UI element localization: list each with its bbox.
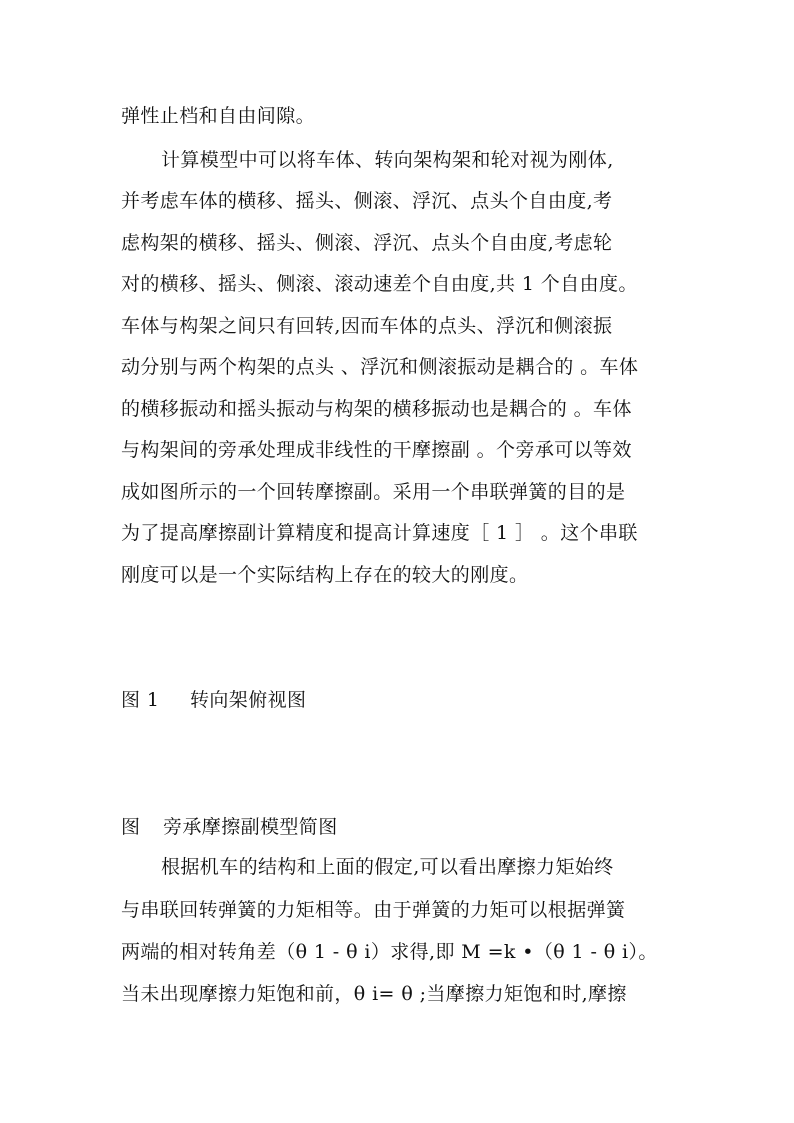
text-line: 成如图所示的一个回转摩擦副。采用一个串联弹簧的目的是 bbox=[121, 481, 626, 503]
figure-title: 转向架俯视图 bbox=[190, 689, 307, 711]
text-line: 计算模型中可以将车体、转向架构架和轮对视为刚体, bbox=[161, 149, 614, 171]
text-line: 两端的相对转角差（θ 1 - θ i）求得,即 M =k •（θ 1 - θ i）。 bbox=[121, 941, 658, 963]
text-line: 车体与构架之间只有回转,因而车体的点头、浮沉和侧滚振 bbox=[121, 315, 613, 337]
text-line: 虑构架的横移、摇头、侧滚、浮沉、点头个自由度,考虑轮 bbox=[121, 232, 613, 254]
text-line: 与串联回转弹簧的力矩相等。由于弹簧的力矩可以根据弹簧 bbox=[121, 899, 626, 921]
text-line: 并考虑车体的横移、摇头、侧滚、浮沉、点头个自由度,考 bbox=[121, 190, 613, 212]
figure-label: 图 bbox=[121, 816, 141, 838]
text-line: 的横移振动和摇头振动与构架的横移振动也是耦合的 。车体 bbox=[121, 398, 632, 420]
text-line: 当未出现摩擦力矩饱和前，θ i= θ ;当摩擦力矩饱和时,摩擦 bbox=[121, 983, 627, 1005]
figure-title: 旁承摩擦副模型简图 bbox=[163, 816, 338, 838]
text-line: 弹性止档和自由间隙。 bbox=[121, 105, 316, 127]
figure-label: 图 1 bbox=[121, 689, 160, 711]
figure-caption bbox=[121, 688, 306, 712]
text-line: 根据机车的结构和上面的假定,可以看出摩擦力矩始终 bbox=[161, 856, 614, 878]
text-line: 为了提高摩擦副计算精度和提高计算速度［ 1 ］ 。这个串联 bbox=[121, 522, 638, 544]
figure-caption bbox=[121, 815, 338, 839]
text-line: 刚度可以是一个实际结构上存在的较大的刚度。 bbox=[121, 564, 529, 586]
text-line: 与构架间的旁承处理成非线性的干摩擦副 。个旁承可以等效 bbox=[121, 439, 632, 461]
text-line: 对的横移、摇头、侧滚、滚动速差个自由度,共 1 个自由度。 bbox=[121, 273, 638, 295]
text-line: 动分别与两个构架的点头 、浮沉和侧滚振动是耦合的 。车体 bbox=[121, 356, 639, 378]
